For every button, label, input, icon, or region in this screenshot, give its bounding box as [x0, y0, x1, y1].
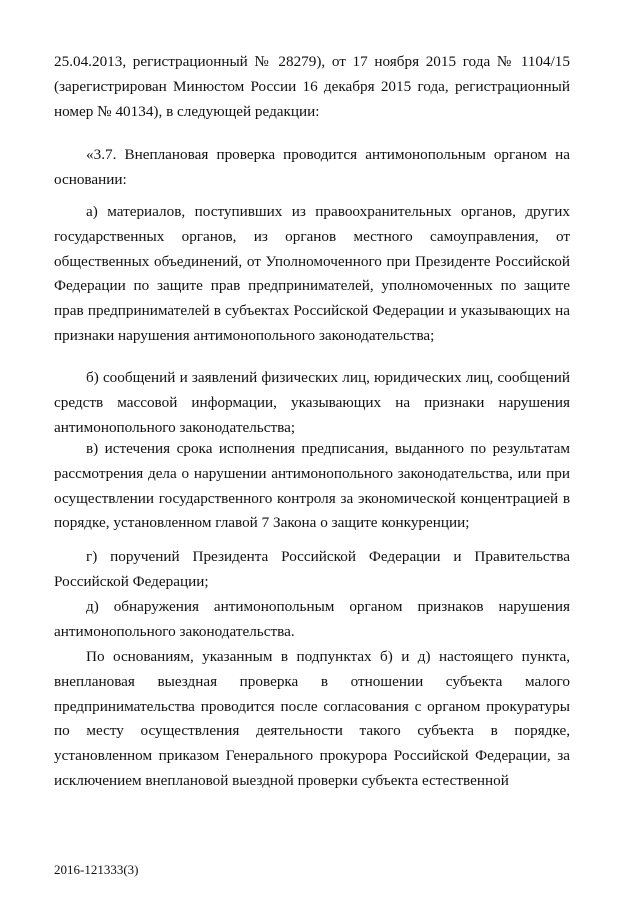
paragraph-item-d: д) обнаружения антимонопольным органом признаков нарушения антимонопольного законодательства.	[54, 598, 570, 640]
paragraph-item-a: а) материалов, поступивших из правоохранительных органов, других государственных органов, из органов местного самоуправления, от общественных объединений, от Уполномоченного при Президенте Российской Федерации по защите прав предпринимателей, уполномоченных по защите прав предпринимателей в субъектах Российской Федерации и указывающих на признаки нарушения антимонопольного законодательства;	[54, 203, 570, 344]
document-footer-code: 2016-121333(3)	[54, 862, 139, 877]
paragraph-inspection-grounds: По основаниям, указанным в подпунктах б) и д) настоящего пункта, внеплановая выездная проверка в отношении субъекта малого предпринимательства проводится после согласования с органом прокуратуры по месту осуществления деятельности такого субъекта в порядке, установленном приказом Генерального прокурора Российской Федерации, за исключением внеплановой выездной проверки субъекта естественной	[54, 648, 570, 789]
paragraph-item-v: в) истечения срока исполнения предписания, выданного по результатам рассмотрения дела о нарушении антимонопольного законодательства, или при осуществлении государственного контроля за экономической концентрацией в порядке, установленном главой 7 Закона о защите конкуренции;	[54, 440, 570, 532]
paragraph-section-3-7: «3.7. Внеплановая проверка проводится антимонопольным органом на основании:	[54, 146, 570, 188]
paragraph-registration-continuation: 25.04.2013, регистрационный № 28279), от 17 ноября 2015 года № 1104/15 (зарегистрирован Минюстом России 16 декабря 2015 года, регистрационный номер № 40134), в следующей редакции:	[54, 53, 570, 120]
paragraph-item-b: б) сообщений и заявлений физических лиц, юридических лиц, сообщений средств массовой информации, указывающих на признаки нарушения антимонопольного законодательства;	[54, 369, 570, 436]
paragraph-item-g: г) поручений Президента Российской Федерации и Правительства Российской Федерации;	[54, 548, 570, 590]
